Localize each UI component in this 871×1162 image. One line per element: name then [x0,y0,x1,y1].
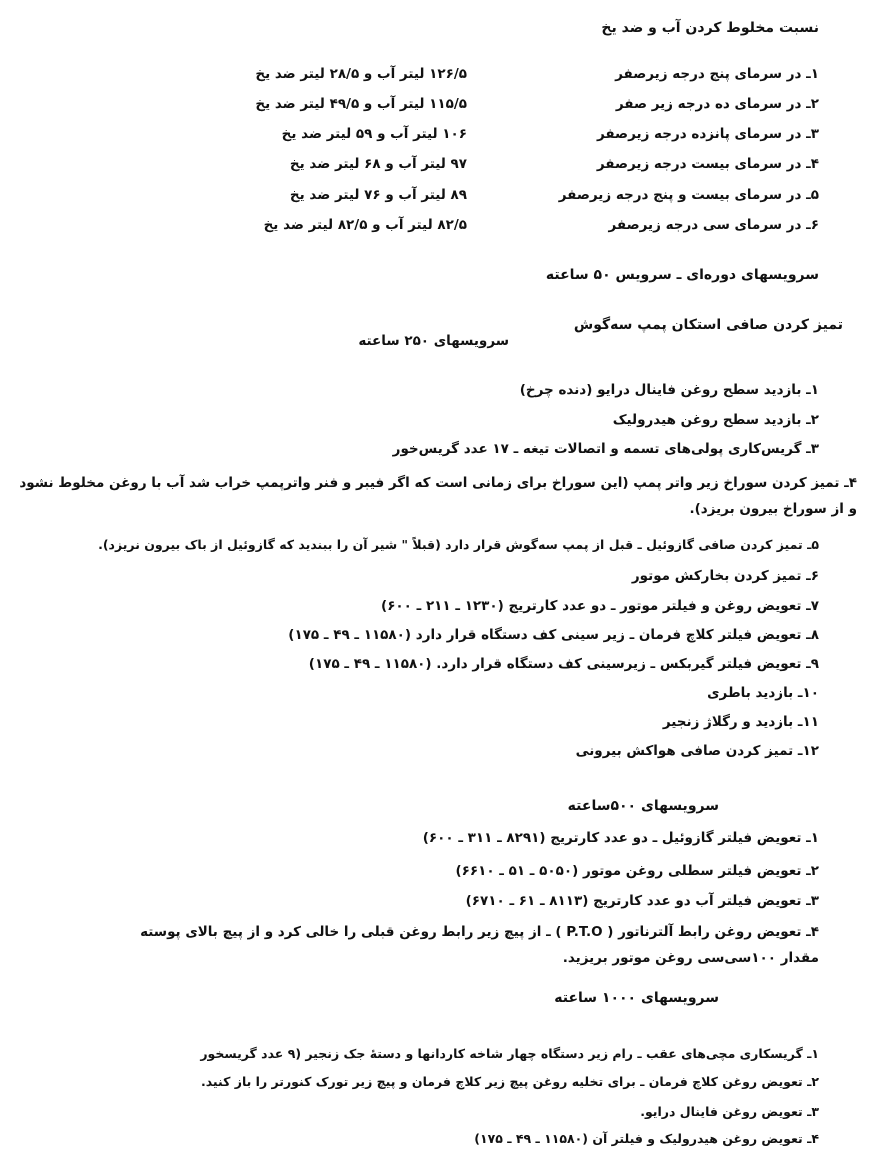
mix-row-value: ۸۹ لیتر آب و ۷۶ لیتر ضد یخ [289,187,467,203]
service-500-item: ۳ـ تعویض فیلتر آب دو عدد کارتریج (۸۱۱۳ ـ ۶۱ ـ ۶۷۱۰) [465,893,819,909]
service-50-title: سرویسهای دوره‌ای ـ سرویس ۵۰ ساعته [545,267,819,283]
service-250-item: ۹ـ تعویض فیلتر گیربکس ـ زیرسینی کف دستگاه قرار دارد. (۱۱۵۸۰ ـ ۴۹ ـ ۱۷۵) [308,656,819,672]
service-50-item: تمیز کردن صافی استکان پمپ سه‌گوش [573,317,843,333]
mix-row-value: ۸۲/۵ لیتر آب و ۸۲/۵ لیتر ضد یخ [263,217,467,233]
service-250-item: ۵ـ تمیز کردن صافی گازوئیل ـ قبل از پمپ سه‌گوش قرار دارد (قبلاً " شیر آن را ببندید که گازوئیل از باک بیرون نریزد). [98,537,819,552]
mix-row-label: ۱ـ در سرمای پنج درجه زیرصفر [615,66,819,82]
service-250-item: ۱ـ بازدید سطح روغن فاینال درایو (دنده چرخ) [519,382,819,398]
service-500-title: سرویسهای ۵۰۰ساعته [567,798,719,814]
mix-row-value: ۱۲۶/۵ لیتر آب و ۲۸/۵ لیتر ضد یخ [255,66,467,82]
mix-row-label: ۵ـ در سرمای بیست و پنج درجه زیرصفر [558,187,819,203]
service-500-item: ۱ـ تعویض فیلتر گازوئیل ـ دو عدد کارتریج (۸۲۹۱ ـ ۳۱۱ ـ ۶۰۰) [422,830,819,846]
mix-row-label: ۲ـ در سرمای ده درجه زیر صفر [615,96,819,112]
service-500-item: ۴ـ تعویض روغن رابط آلترناتور ( P.T.O ) ـ از پیچ زیر رابط روغن قبلی را خالی کرد و از پیچ بالای پوسته مقدار ۱۰۰سی‌سی روغن موتور بریزید. [140,924,819,966]
service-250-item: ۱۲ـ تمیز کردن صافی هواکش بیرونی [575,743,819,759]
service-250-item: ۲ـ بازدید سطح روغن هیدرولیک [612,412,819,428]
service-250-item: ۷ـ تعویض روغن و فیلتر موتور ـ دو عدد کارتریج (۱۲۳۰ ـ ۲۱۱ ـ ۶۰۰) [381,598,819,614]
service-1000-item: ۱ـ گریسکاری مچی‌های عقب ـ رام زیر دستگاه چهار شاخه کاردانها و دستهٔ جک زنجیر (۹ عدد گریسخور [200,1046,819,1061]
service-250-item: ۳ـ گریس‌کاری پولی‌های تسمه و اتصالات تیغه ـ ۱۷ عدد گریس‌خور [392,441,819,457]
service-1000-item: ۴ـ تعویض روغن هیدرولیک و فیلتر آن (۱۱۵۸۰ ـ ۴۹ ـ ۱۷۵) [474,1131,819,1146]
mix-row-value: ۹۷ لیتر آب و ۶۸ لیتر ضد یخ [289,156,467,172]
service-250-item: ۸ـ تعویض فیلتر کلاچ فرمان ـ زیر سینی کف دستگاه قرار دارد (۱۱۵۸۰ ـ ۴۹ ـ ۱۷۵) [288,627,819,643]
mix-row-value: ۱۱۵/۵ لیتر آب و ۴۹/۵ لیتر ضد یخ [255,96,467,112]
service-250-item: ۴ـ تمیز کردن سوراخ زیر واتر پمپ (این سوراخ برای زمانی است که اگر فیبر و فنر واترپمپ خراب شد آب با روغن مخلوط نشود و از سوراخ بیرون بریزد). [19,475,857,517]
mix-row-label: ۳ـ در سرمای پانزده درجه زیرصفر [596,126,819,142]
service-250-item: ۱۰ـ بازدید باطری [707,685,819,701]
mix-row-label: ۶ـ در سرمای سی درجه زیرصفر [608,217,819,233]
service-250-item: ۶ـ تمیز کردن بخارکش موتور [631,568,819,584]
service-250-title: سرویسهای ۲۵۰ ساعته [358,333,509,349]
mix-row-value: ۱۰۶ لیتر آب و ۵۹ لیتر ضد یخ [281,126,467,142]
service-250-item: ۱۱ـ بازدید و رگلاژ زنجیر [662,714,819,730]
mix-title: نسبت مخلوط کردن آب و ضد یخ [601,20,819,36]
service-1000-item: ۲ـ تعویض روغن کلاچ فرمان ـ برای تخلیه روغن پیچ زیر کلاچ فرمان و پیچ زیر تورک کنورتر را باز کنید. [200,1074,819,1089]
service-1000-title: سرویسهای ۱۰۰۰ ساعته [554,990,719,1006]
service-500-item: ۲ـ تعویض فیلتر سطلی روغن موتور (۵۰۵۰ ـ ۵۱ ـ ۶۶۱۰) [455,863,819,879]
mix-row-label: ۴ـ در سرمای بیست درجه زیرصفر [596,156,819,172]
service-1000-item: ۳ـ تعویض روغن فاینال درایو. [640,1104,819,1119]
